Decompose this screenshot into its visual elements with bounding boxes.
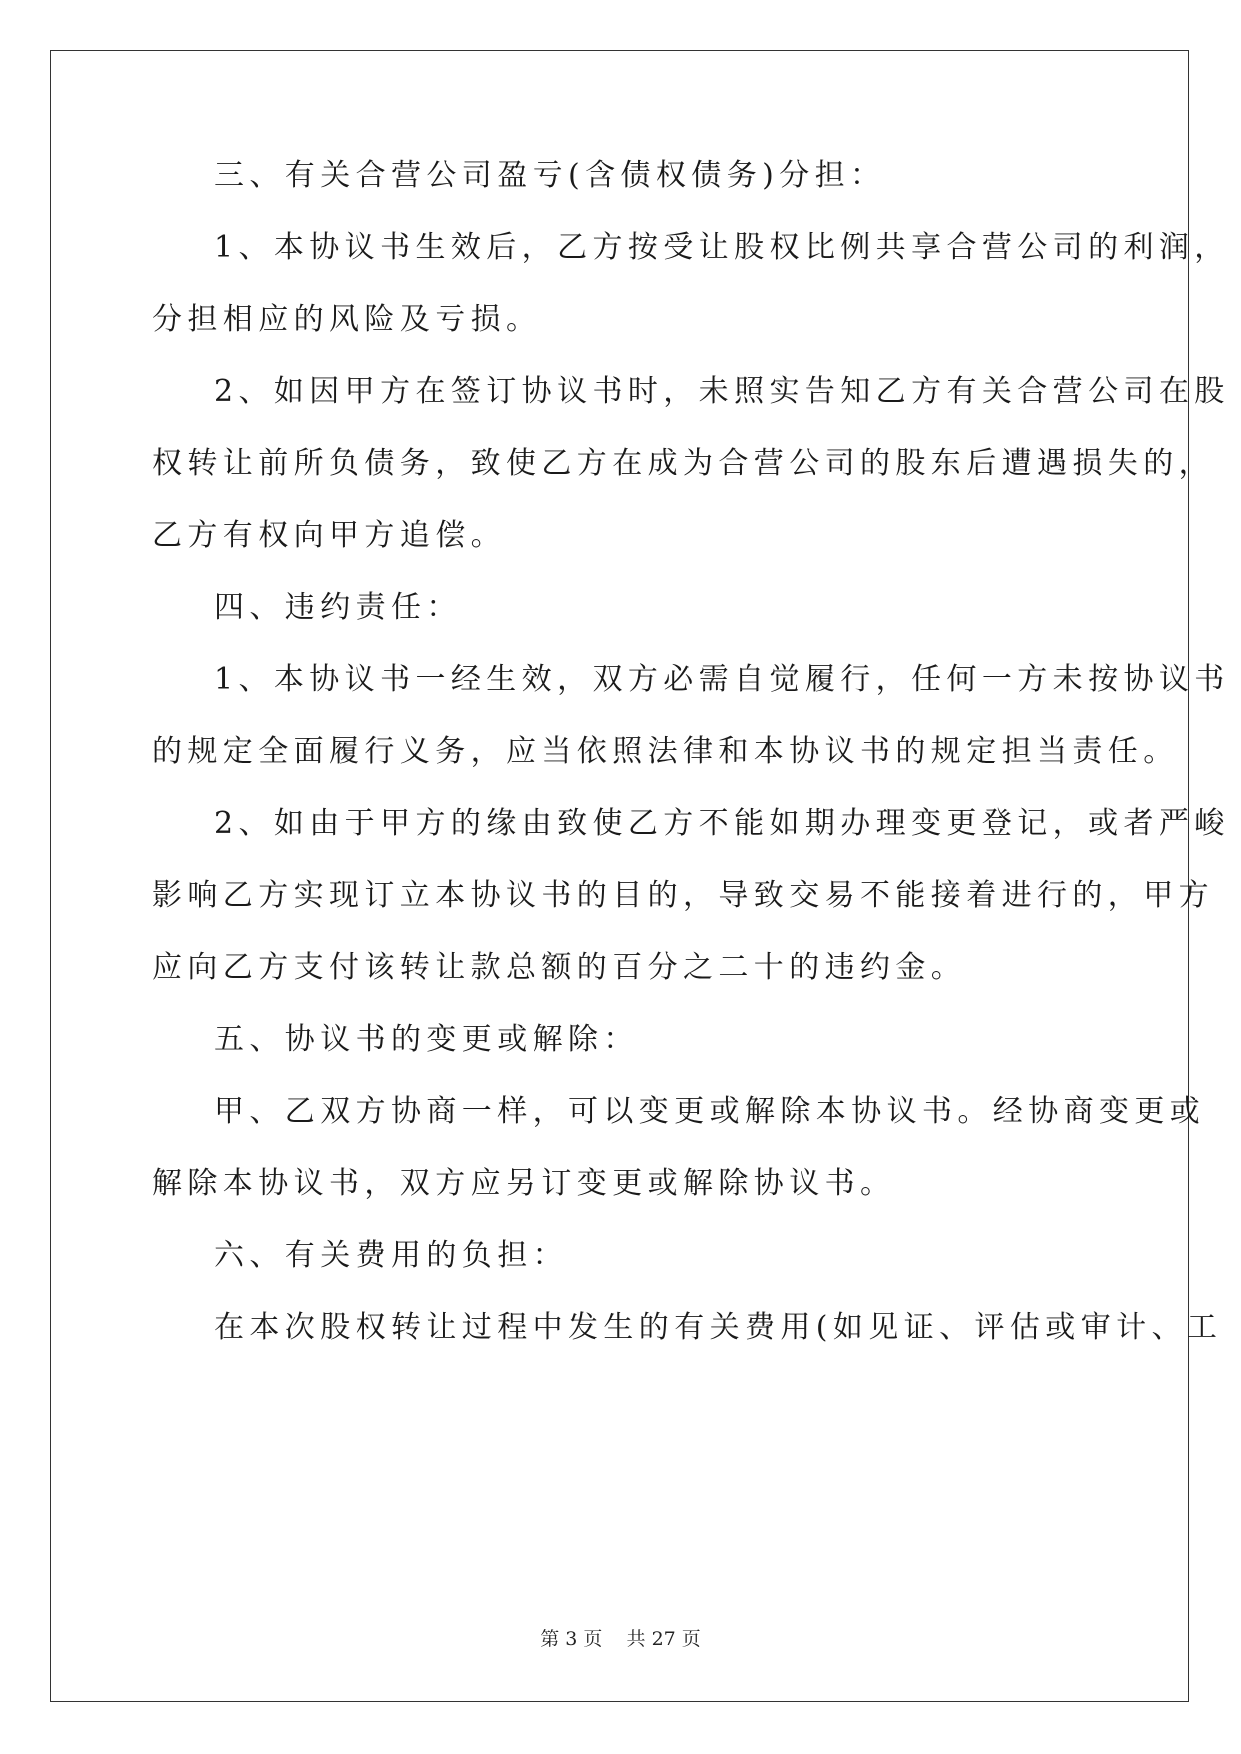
- paragraph-line: 1、本协议书一经生效，双方必需自觉履行，任何一方未按协议书: [214, 662, 1230, 697]
- paragraph-line: 2、如因甲方在签订协议书时，未照实告知乙方有关合营公司在股: [214, 374, 1230, 409]
- paragraph-line: 的规定全面履行义务，应当依照法律和本协议书的规定担当责任。: [152, 734, 1179, 769]
- section-heading-breach: 四、违约责任：: [214, 590, 462, 625]
- paragraph-line: 影响乙方实现订立本协议书的目的，导致交易不能接着进行的，甲方: [152, 878, 1214, 913]
- paragraph-line: 1、本协议书生效后，乙方按受让股权比例共享合营公司的利润，: [214, 230, 1230, 265]
- paragraph-line: 乙方有权向甲方追偿。: [152, 518, 506, 553]
- section-heading-profit-loss: 三、有关合营公司盈亏(含债权债务)分担：: [214, 158, 886, 193]
- paragraph-line: 甲、乙双方协商一样，可以变更或解除本协议书。经协商变更或: [214, 1094, 1206, 1129]
- page-number: 第 3 页 共 27 页: [540, 1628, 701, 1650]
- paragraph-line: 分担相应的风险及亏损。: [152, 302, 542, 337]
- section-heading-amendment: 五、协议书的变更或解除：: [214, 1022, 639, 1057]
- section-heading-expenses: 六、有关费用的负担：: [214, 1238, 568, 1273]
- paragraph-line: 应向乙方支付该转让款总额的百分之二十的违约金。: [152, 950, 967, 985]
- paragraph-line: 在本次股权转让过程中发生的有关费用(如见证、评估或审计、工: [214, 1310, 1223, 1345]
- paragraph-line: 2、如由于甲方的缘由致使乙方不能如期办理变更登记，或者严峻: [214, 806, 1230, 841]
- paragraph-line: 解除本协议书，双方应另订变更或解除协议书。: [152, 1166, 896, 1201]
- paragraph-line: 权转让前所负债务，致使乙方在成为合营公司的股东后遭遇损失的，: [152, 446, 1214, 481]
